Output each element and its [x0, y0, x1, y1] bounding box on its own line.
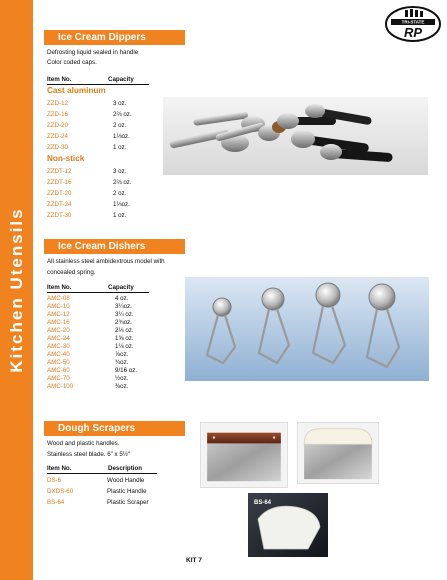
dishers-col-capacity: Capacity	[108, 284, 134, 291]
item-capacity: 9/16 oz.	[115, 367, 138, 374]
item-capacity: 3 oz.	[113, 168, 127, 175]
page-footer: KIT 7	[186, 557, 202, 564]
item-capacity: 2 oz.	[113, 190, 127, 197]
item-code: AMC-24	[47, 335, 70, 342]
item-capacity: 1⅓oz.	[113, 133, 130, 140]
item-code: AMC-40	[47, 351, 70, 358]
table-row	[47, 132, 167, 142]
item-code: ZZD-12	[47, 100, 68, 107]
item-capacity: 1⅓oz.	[113, 201, 130, 208]
table-row	[47, 383, 167, 391]
dishers-header: Ice Cream Dishers	[44, 239, 185, 254]
dippers-desc-2: Color coded caps.	[47, 59, 97, 66]
item-code: ZZD-20	[47, 122, 68, 129]
item-code: AMC-100	[47, 383, 74, 390]
dippers-header: Ice Cream Dippers	[44, 30, 185, 45]
dishers-col-item: Item No.	[47, 284, 72, 291]
table-row	[47, 200, 167, 210]
scrapers-rule	[47, 473, 157, 474]
non-stick-label: Non-stick	[47, 154, 85, 163]
dippers-col-capacity: Capacity	[108, 76, 134, 83]
table-row	[47, 110, 167, 120]
table-row	[47, 487, 167, 497]
item-code: AMC-16	[47, 319, 70, 326]
dippers-col-item: Item No.	[47, 76, 72, 83]
dishers-desc-1: All stainless steel ambidextrous model with	[47, 258, 165, 265]
cast-aluminum-label: Cast aluminum	[47, 86, 106, 95]
item-code: AMC-12	[47, 311, 70, 318]
item-capacity: 3¼oz.	[115, 303, 132, 310]
logo-text: RP	[403, 25, 423, 40]
item-description: Plastic Handle	[107, 488, 147, 495]
table-row	[47, 303, 167, 311]
table-row	[47, 211, 167, 221]
dishers-photo	[185, 277, 429, 381]
item-capacity: 1 oz.	[113, 212, 127, 219]
scrapers-desc-2: Stainless steel blade. 6" x 5½"	[47, 451, 131, 458]
item-code: AMC-30	[47, 343, 70, 350]
table-row	[47, 476, 167, 486]
item-code: AMC-10	[47, 303, 70, 310]
table-row	[47, 189, 167, 199]
item-code: ZZD-24	[47, 133, 68, 140]
item-capacity: 2 oz.	[113, 122, 127, 129]
item-capacity: 2¾oz.	[115, 319, 132, 326]
item-capacity: ¾oz.	[115, 359, 129, 366]
wood-scraper-photo	[200, 422, 288, 488]
table-row	[47, 335, 167, 343]
item-code: ZZDT-16	[47, 179, 72, 186]
table-row	[47, 367, 167, 375]
table-row	[47, 121, 167, 131]
table-row	[47, 311, 167, 319]
table-row	[47, 359, 167, 367]
item-capacity: 2⅔ oz.	[113, 179, 132, 186]
item-capacity: 3¼ oz.	[115, 311, 134, 318]
table-row	[47, 343, 167, 351]
scrapers-header: Dough Scrapers	[44, 421, 185, 436]
item-code: ZZDT-12	[47, 168, 72, 175]
plastic-scraper-photo	[297, 422, 379, 484]
bs64-photo	[248, 493, 328, 557]
item-code: ZZDT-24	[47, 201, 72, 208]
item-capacity: 2⅓ oz.	[115, 327, 134, 334]
bs64-label: BS-64	[254, 500, 272, 506]
table-row	[47, 167, 167, 177]
item-code: AMC-60	[47, 367, 70, 374]
table-row	[47, 375, 167, 383]
dishers-rule	[47, 292, 149, 293]
table-row	[47, 295, 167, 303]
item-code: ZZDT-20	[47, 190, 72, 197]
item-code: DS-6	[47, 477, 62, 484]
table-row	[47, 327, 167, 335]
item-capacity: 1⅛ oz.	[115, 343, 134, 350]
scrapers-col-item: Item No.	[47, 465, 72, 472]
item-capacity: 1⅝ oz.	[115, 335, 134, 342]
dippers-desc-1: Defrosting liquid sealed in handle	[47, 49, 139, 56]
scrapers-desc-1: Wood and plastic handles.	[47, 440, 120, 447]
item-code: ZZD-30	[47, 144, 68, 151]
table-row	[47, 99, 167, 109]
company-logo	[385, 6, 441, 42]
item-capacity: ½oz.	[115, 375, 129, 382]
table-row	[47, 498, 167, 508]
item-capacity: 1 oz.	[113, 144, 127, 151]
dishers-desc-2: concealed spring.	[47, 269, 96, 276]
table-row	[47, 319, 167, 327]
item-code: AMC-08	[47, 295, 70, 302]
item-code: ZZDT-30	[47, 212, 72, 219]
item-description: Wood Handle	[107, 477, 145, 484]
item-capacity: ⅜oz.	[115, 383, 129, 390]
item-code: ZZD-16	[47, 111, 68, 118]
item-code: DXDS-60	[47, 488, 74, 495]
table-row	[47, 178, 167, 188]
item-capacity: 2⅔ oz.	[113, 111, 132, 118]
item-capacity: 3 oz.	[113, 100, 127, 107]
item-description: Plastic Scraper	[107, 499, 149, 506]
side-title: Kitchen Utensils	[7, 207, 26, 373]
logo-brand: TRI-STATE	[401, 19, 425, 25]
item-code: BS-64	[47, 499, 65, 506]
table-row	[47, 351, 167, 359]
dippers-photo	[163, 97, 428, 175]
item-code: AMC-50	[47, 359, 70, 366]
item-capacity: ⅞oz.	[115, 351, 129, 358]
item-code: AMC-20	[47, 327, 70, 334]
item-code: AMC-70	[47, 375, 70, 382]
item-capacity: 4 oz.	[115, 295, 129, 302]
scrapers-col-description: Description	[108, 465, 143, 472]
dippers-rule	[47, 84, 149, 85]
table-row	[47, 143, 167, 153]
